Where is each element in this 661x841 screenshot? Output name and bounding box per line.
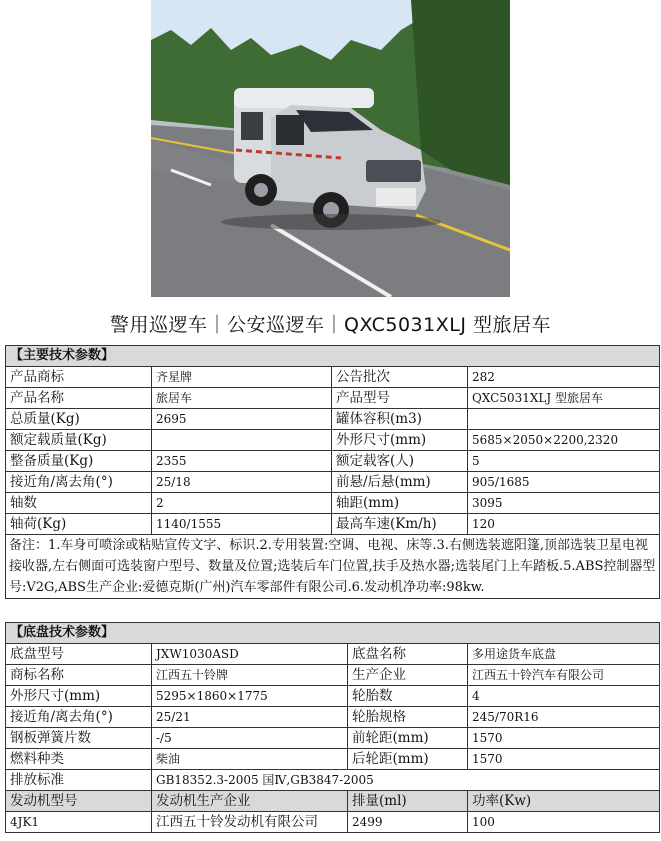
param-label: 轴数 (6, 493, 152, 514)
param-label: 外形尺寸(mm) (332, 430, 468, 451)
param-value: 2355 (152, 451, 332, 472)
param-value: QXC5031XLJ 型旅居车 (468, 388, 660, 409)
column-header: 排量(ml) (348, 791, 468, 812)
param-label: 轮胎规格 (348, 707, 468, 728)
param-label: 整备质量(Kg) (6, 451, 152, 472)
param-label: 罐体容积(m3) (332, 409, 468, 430)
param-value: 25/21 (152, 707, 348, 728)
param-value: 2695 (152, 409, 332, 430)
note-row (6, 535, 660, 599)
main-params-table (5, 345, 660, 599)
emission-value: GB18352.3-2005 国Ⅳ,GB3847-2005 (152, 770, 660, 791)
engine-value: 100 (468, 812, 660, 833)
chassis-params-table (5, 622, 660, 833)
column-header: 发动机型号 (6, 791, 152, 812)
engine-value: 2499 (348, 812, 468, 833)
param-value: 5295×1860×1775 (152, 686, 348, 707)
param-label: 产品商标 (6, 367, 152, 388)
param-label: 轮胎数 (348, 686, 468, 707)
param-value: 4 (468, 686, 660, 707)
table-row (6, 514, 660, 535)
param-label: 接近角/离去角(°) (6, 472, 152, 493)
param-label: 商标名称 (6, 665, 152, 686)
section-header-chassis: 【底盘技术参数】 (6, 623, 660, 644)
param-label: 外形尺寸(mm) (6, 686, 152, 707)
param-value: 245/70R16 (468, 707, 660, 728)
param-value: -/5 (152, 728, 348, 749)
param-value: 旅居车 (152, 388, 332, 409)
param-label: 底盘名称 (348, 644, 468, 665)
param-label: 额定载客(人) (332, 451, 468, 472)
table-row (6, 707, 660, 728)
param-label: 排放标准 (6, 770, 152, 791)
param-label: 底盘型号 (6, 644, 152, 665)
param-label: 前轮距(mm) (348, 728, 468, 749)
param-label: 最高车速(Km/h) (332, 514, 468, 535)
param-value: 25/18 (152, 472, 332, 493)
param-value: 2 (152, 493, 332, 514)
param-label: 后轮距(mm) (348, 749, 468, 770)
param-value: 3095 (468, 493, 660, 514)
table-row (6, 472, 660, 493)
engine-header-row (6, 791, 660, 812)
table-row (6, 388, 660, 409)
param-label: 总质量(Kg) (6, 409, 152, 430)
engine-value: 4JK1 (6, 812, 152, 833)
table-row (6, 728, 660, 749)
param-label: 燃料种类 (6, 749, 152, 770)
param-value: 1570 (468, 749, 660, 770)
param-label: 钢板弹簧片数 (6, 728, 152, 749)
product-photo (151, 0, 510, 297)
param-label: 产品名称 (6, 388, 152, 409)
engine-value: 江西五十铃发动机有限公司 (152, 812, 348, 833)
param-value: 齐星牌 (152, 367, 332, 388)
param-value: 1140/1555 (152, 514, 332, 535)
table-row (6, 686, 660, 707)
param-value: 5 (468, 451, 660, 472)
column-header: 发动机生产企业 (152, 791, 348, 812)
param-value: 5685×2050×2200,2320 (468, 430, 660, 451)
param-label: 公告批次 (332, 367, 468, 388)
table-row (6, 749, 660, 770)
param-value: JXW1030ASD (152, 644, 348, 665)
section-header-main: 【主要技术参数】 (6, 346, 660, 367)
param-label: 轴距(mm) (332, 493, 468, 514)
table-row (6, 770, 660, 791)
remarks-note: 备注：1.车身可喷涂或粘贴宣传文字、标识.2.专用装置:空调、电视、床等.3.右侧选装遮阳篷,顶部选装卫星电视接收器,左右侧面可选装窗户型号、数量及位置;选装后车门位置,扶手及热水器;选装尾门上车踏板.5.ABS控制器型号:V2G,ABS生产企业:爱德克斯(广州)汽车零部件有限公司.6.发动机净功率:98kw. (6, 535, 660, 599)
table-row (6, 644, 660, 665)
param-value (152, 430, 332, 451)
param-label: 额定载质量(Kg) (6, 430, 152, 451)
param-label: 轴荷(Kg) (6, 514, 152, 535)
param-value: 1570 (468, 728, 660, 749)
param-label: 产品型号 (332, 388, 468, 409)
table-row (6, 367, 660, 388)
table-row (6, 451, 660, 472)
param-value: 905/1685 (468, 472, 660, 493)
param-value (468, 409, 660, 430)
param-value: 282 (468, 367, 660, 388)
column-header: 功率(Kw) (468, 791, 660, 812)
page-title: 警用巡逻车｜公安巡逻车｜QXC5031XLJ 型旅居车 (110, 314, 551, 336)
table-row (6, 812, 660, 833)
table-row (6, 430, 660, 451)
param-label: 生产企业 (348, 665, 468, 686)
param-label: 前悬/后悬(mm) (332, 472, 468, 493)
param-value: 120 (468, 514, 660, 535)
param-label: 接近角/离去角(°) (6, 707, 152, 728)
table-row (6, 493, 660, 514)
param-value: 江西五十铃牌 (152, 665, 348, 686)
param-value: 柴油 (152, 749, 348, 770)
param-value: 多用途货车底盘 (468, 644, 660, 665)
param-value: 江西五十铃汽车有限公司 (468, 665, 660, 686)
table-row (6, 665, 660, 686)
table-row (6, 409, 660, 430)
